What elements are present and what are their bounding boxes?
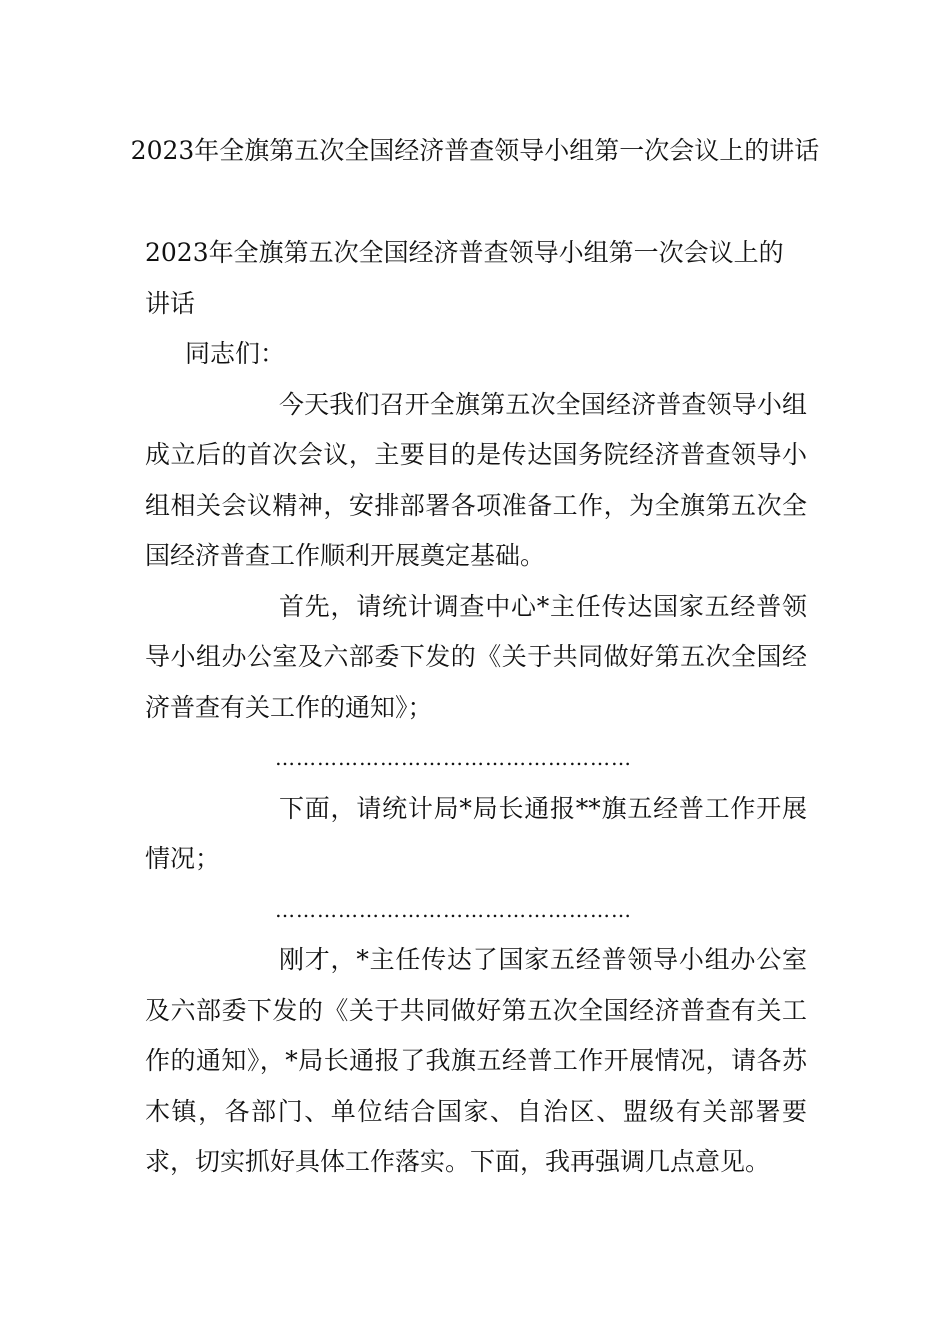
paragraph-summary: 刚才，*主任传达了国家五经普领导小组办公室及六部委下发的《关于共同做好第五次全国经济普查有关工作的通知》，*局长通报了我旗五经普工作开展情况，请各苏木镇，各部门、单位结合国家、自治区、盟级有关部署要求，切实抓好具体工作落实。下面，我再强调几点意见。	[145, 945, 807, 1176]
paragraph-opening: 今天我们召开全旗第五次全国经济普查领导小组成立后的首次会议，主要目的是传达国务院经济普查领导小组相关会议精神，安排部署各项准备工作，为全旗第五次全国经济普查工作顺利开展奠定基础。	[145, 389, 807, 570]
paragraph-first-item: 首先，请统计调查中心*主任传达国家五经普领导小组办公室及六部委下发的《关于共同做好第五次全国经济普查有关工作的通知》；	[145, 591, 807, 722]
document-body	[145, 228, 807, 1188]
document-title: 2023年全旗第五次全国经济普查领导小组第一次会议上的讲话	[130, 136, 820, 165]
document-subtitle: 2023年全旗第五次全国经济普查领导小组第一次会议上的讲话	[145, 238, 784, 318]
separator-dots-2: ……………………………………………	[275, 897, 632, 922]
separator-dots-1: ……………………………………………	[275, 746, 632, 770]
greeting: 同志们：	[185, 339, 286, 368]
paragraph-second-item: 下面，请统计局*局长通报**旗五经普工作开展情况；	[145, 793, 807, 873]
